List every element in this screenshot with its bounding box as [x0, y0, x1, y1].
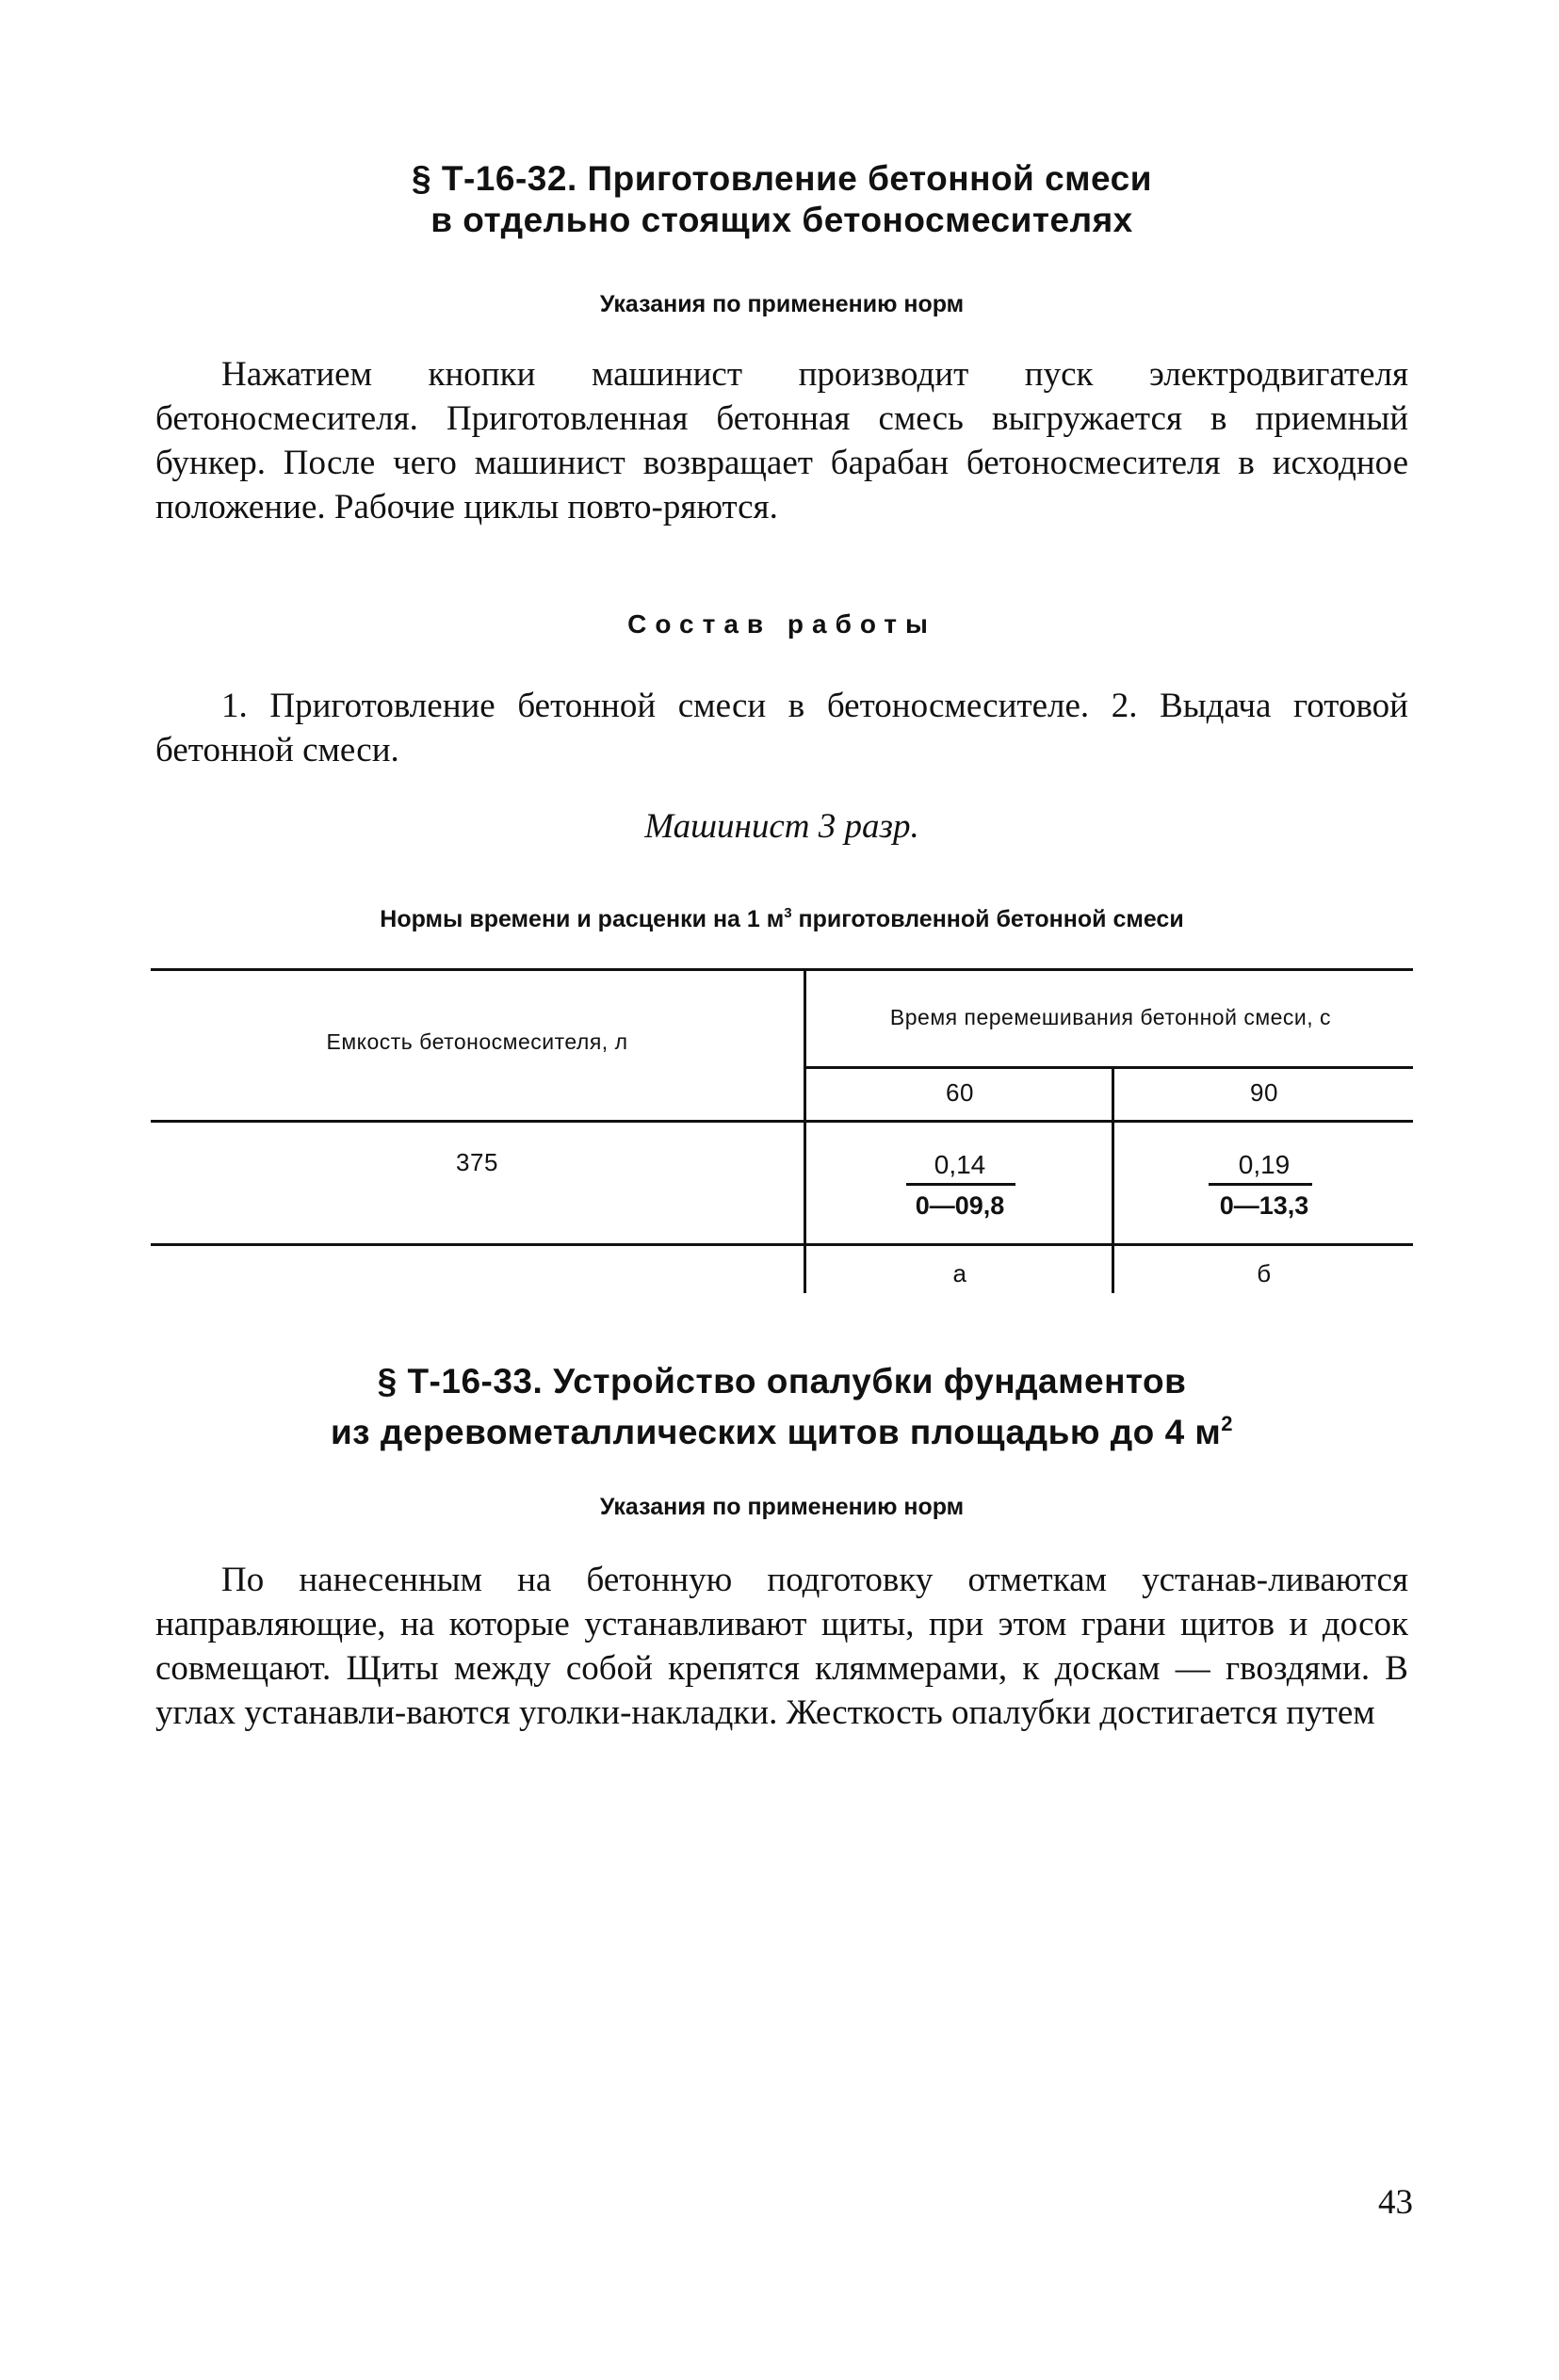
section2-title-line2 — [151, 1403, 1413, 1453]
column-letter-a: а — [952, 1259, 967, 1287]
header-capacity: Емкость бетоносмесителя, л — [326, 1029, 628, 1054]
instructions-heading: Указания по применению норм — [599, 291, 965, 317]
table-title-text: Нормы времени и расценки на 1 м — [380, 906, 785, 932]
row-capacity-value: 375 — [456, 1148, 498, 1176]
work-composition-heading: Состав работы — [627, 609, 936, 639]
fraction-bar-60 — [906, 1183, 1015, 1186]
norm-value-90: 0,19 — [1238, 1150, 1291, 1179]
section-title-line2: в отдельно стоящих бетоносмесителях — [430, 201, 1133, 239]
table-title — [151, 899, 1413, 933]
section2-instructions-paragraph: По нанесенным на бетонную подготовку отметкам устанав-ливаются направляющие, на которые устанавливают щиты, при этом грани щитов и досок совмещают. Щиты между собой крепятся кляммерами, к доскам — гвоздями. В углах устанавли-ваются уголки-накладки. Жесткость опалубки достигается путем — [155, 1561, 1408, 1732]
table-rule-top — [151, 968, 1413, 971]
table-rule-body-bottom — [151, 1243, 1413, 1246]
table-title-text-end: приготовленной бетонной смеси — [791, 906, 1184, 932]
column-letter-b: б — [1257, 1259, 1272, 1287]
table-divider-sub-body — [1112, 1122, 1114, 1243]
section2-instructions-heading: Указания по применению норм — [599, 1494, 965, 1520]
header-mixing-time: Время перемешивания бетонной смеси, с — [889, 1005, 1332, 1029]
table-rule-subheader — [805, 1066, 1413, 1069]
table-rule-header-bottom — [151, 1120, 1413, 1123]
section-title-line1: § Т-16-32. Приготовление бетонной смеси — [412, 159, 1152, 198]
table-divider-sub-letters — [1112, 1245, 1114, 1293]
work-composition-paragraph: 1. Приготовление бетонной смеси в бетоносмесителе. 2. Выдача готовой бетонной смеси. — [155, 687, 1408, 769]
section2-title-superscript: 2 — [1221, 1412, 1234, 1435]
norm-value-60: 0,14 — [934, 1150, 986, 1179]
subheader-90: 90 — [1250, 1078, 1278, 1107]
table-title-superscript: 3 — [784, 905, 792, 921]
rate-value-90: 0—13,3 — [1219, 1191, 1309, 1220]
page-number: 43 — [1378, 2183, 1413, 2222]
section2-title-line1: § Т-16-33. Устройство опалубки фундаментов — [377, 1362, 1187, 1400]
table-divider-col1 — [804, 970, 806, 1293]
subheader-60: 60 — [946, 1078, 974, 1107]
fraction-bar-90 — [1209, 1183, 1312, 1186]
section2-title-line2-text: из деревометаллических щитов площадью до 4 м — [330, 1413, 1222, 1451]
instructions-paragraph: Нажатием кнопки машинист производит пуск электродвигателя бетоносмесителя. Приготовленная бетонная смесь выгружается в приемный бункер. После чего машинист возвращает барабан бетоносмесителя в исходное положение. Рабочие циклы повто-ряются. — [155, 355, 1408, 526]
worker-grade: Машинист 3 разр. — [644, 807, 919, 846]
table-divider-sub-header — [1112, 1068, 1114, 1121]
rate-value-60: 0—09,8 — [915, 1191, 1005, 1220]
